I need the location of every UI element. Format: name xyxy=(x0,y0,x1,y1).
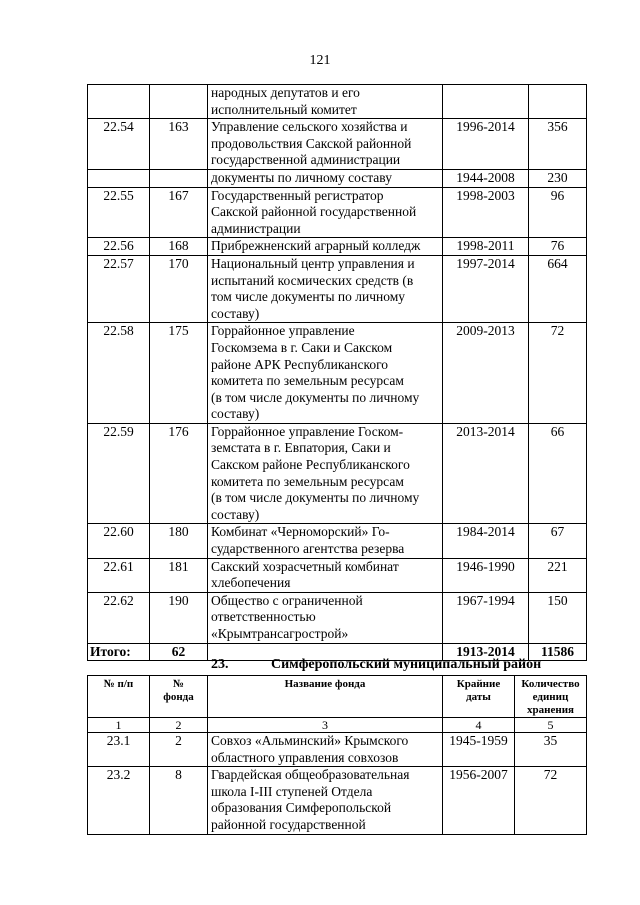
fund-number: 181 xyxy=(150,558,208,592)
section-title: Симферопольский муниципальный район xyxy=(271,657,542,672)
fund-dates: 1967-1994 xyxy=(443,592,529,643)
header-fund-number: № фонда xyxy=(150,676,208,718)
fund-dates: 2009-2013 xyxy=(443,323,529,424)
fund-name: народных депутатов и его исполнительный комитет xyxy=(208,85,443,119)
storage-units: 76 xyxy=(529,238,587,256)
table-row xyxy=(88,733,587,767)
row-number: 22.60 xyxy=(88,524,150,558)
storage-units: 67 xyxy=(529,524,587,558)
fund-dates: 1946-1990 xyxy=(443,558,529,592)
total-storage-units: 11586 xyxy=(529,643,587,661)
storage-units: 221 xyxy=(529,558,587,592)
fund-number xyxy=(150,85,208,119)
fund-name: Государственный регистратор Сакской районной государственной администрации xyxy=(208,187,443,238)
table-row xyxy=(88,767,587,834)
fund-dates: 1944-2008 xyxy=(443,169,529,187)
column-index: 4 xyxy=(443,718,515,733)
column-index: 3 xyxy=(208,718,443,733)
fund-name: Комбинат «Черноморский» Го- сударственного агентства резерва xyxy=(208,524,443,558)
fund-dates: 1956-2007 xyxy=(443,767,515,834)
table-row xyxy=(88,558,587,592)
header-fund-name: Название фонда xyxy=(208,676,443,718)
fund-dates: 2013-2014 xyxy=(443,423,529,524)
fund-dates: 1997-2014 xyxy=(443,255,529,322)
fund-dates: 1998-2011 xyxy=(443,238,529,256)
fund-number: 2 xyxy=(150,733,208,767)
storage-units: 72 xyxy=(529,323,587,424)
storage-units: 96 xyxy=(529,187,587,238)
storage-units: 72 xyxy=(515,767,587,834)
total-fund-count: 62 xyxy=(150,643,208,661)
table-row xyxy=(88,423,587,524)
storage-units: 356 xyxy=(529,119,587,170)
fund-name: документы по личному составу xyxy=(208,169,443,187)
header-dates: Крайние даты xyxy=(443,676,515,718)
fund-number: 180 xyxy=(150,524,208,558)
row-number: 22.61 xyxy=(88,558,150,592)
header-row-number: № п/п xyxy=(88,676,150,718)
fund-name: Общество с ограниченной ответственностью «Крымтрансагрострой» xyxy=(208,592,443,643)
storage-units: 664 xyxy=(529,255,587,322)
row-number: 23.1 xyxy=(88,733,150,767)
fund-dates: 1998-2003 xyxy=(443,187,529,238)
row-number: 22.62 xyxy=(88,592,150,643)
column-index-row xyxy=(88,718,587,733)
fund-dates: 1984-2014 xyxy=(443,524,529,558)
column-index: 2 xyxy=(150,718,208,733)
fund-name: Прибрежненский аграрный колледж xyxy=(208,238,443,256)
storage-units xyxy=(529,85,587,119)
table-row xyxy=(88,323,587,424)
fund-number: 170 xyxy=(150,255,208,322)
storage-units: 150 xyxy=(529,592,587,643)
total-label: Итого: xyxy=(88,643,150,661)
fund-name: Управление сельского хозяйства и продовольствия Сакской районной государственной администрации xyxy=(208,119,443,170)
total-dates: 1913-2014 xyxy=(443,643,529,661)
row-number xyxy=(88,85,150,119)
fund-name: Национальный центр управления и испытаний космических средств (в том числе документы по личному составу) xyxy=(208,255,443,322)
section-number: 23. xyxy=(211,657,229,672)
table-row xyxy=(88,255,587,322)
fund-number: 167 xyxy=(150,187,208,238)
fund-number: 175 xyxy=(150,323,208,424)
fund-number xyxy=(150,169,208,187)
table-row xyxy=(88,169,587,187)
column-index: 1 xyxy=(88,718,150,733)
table-row xyxy=(88,592,587,643)
fund-number: 176 xyxy=(150,423,208,524)
storage-units: 35 xyxy=(515,733,587,767)
table-row xyxy=(88,119,587,170)
row-number: 22.58 xyxy=(88,323,150,424)
storage-units: 66 xyxy=(529,423,587,524)
table-header-row xyxy=(88,676,587,718)
fund-name: Сакский хозрасчетный комбинат хлебопечения xyxy=(208,558,443,592)
fund-name: Совхоз «Альминский» Крымского областного управления совхозов xyxy=(208,733,443,767)
table-row xyxy=(88,238,587,256)
row-number: 22.59 xyxy=(88,423,150,524)
fund-name: Горрайонное управление Госком- земстата в г. Евпатория, Саки и Сакском районе Республиканского комитета по земельным ресурсам (в том числе документы по личному составу) xyxy=(208,423,443,524)
fund-number: 190 xyxy=(150,592,208,643)
header-storage-units: Количество единиц хранения xyxy=(515,676,587,718)
fund-name: Гвардейская общеобразовательная школа I-III ступеней Отдела образования Симферопольской районной государственной xyxy=(208,767,443,834)
table-row xyxy=(88,524,587,558)
row-number: 23.2 xyxy=(88,767,150,834)
storage-units: 230 xyxy=(529,169,587,187)
page-number: 121 xyxy=(309,53,331,68)
fund-dates xyxy=(443,85,529,119)
fund-dates: 1996-2014 xyxy=(443,119,529,170)
fund-number: 8 xyxy=(150,767,208,834)
archive-fund-table xyxy=(87,84,587,661)
district-fund-table xyxy=(87,675,587,835)
fund-number: 163 xyxy=(150,119,208,170)
table-row xyxy=(88,187,587,238)
row-number: 22.56 xyxy=(88,238,150,256)
column-index: 5 xyxy=(515,718,587,733)
row-number: 22.55 xyxy=(88,187,150,238)
fund-number: 168 xyxy=(150,238,208,256)
row-number xyxy=(88,169,150,187)
row-number: 22.57 xyxy=(88,255,150,322)
row-number: 22.54 xyxy=(88,119,150,170)
table-row xyxy=(88,85,587,119)
fund-name: Горрайонное управление Госкомзема в г. Саки и Сакском районе АРК Республиканского комитета по земельным ресурсам (в том числе документы по личному составу) xyxy=(208,323,443,424)
fund-dates: 1945-1959 xyxy=(443,733,515,767)
